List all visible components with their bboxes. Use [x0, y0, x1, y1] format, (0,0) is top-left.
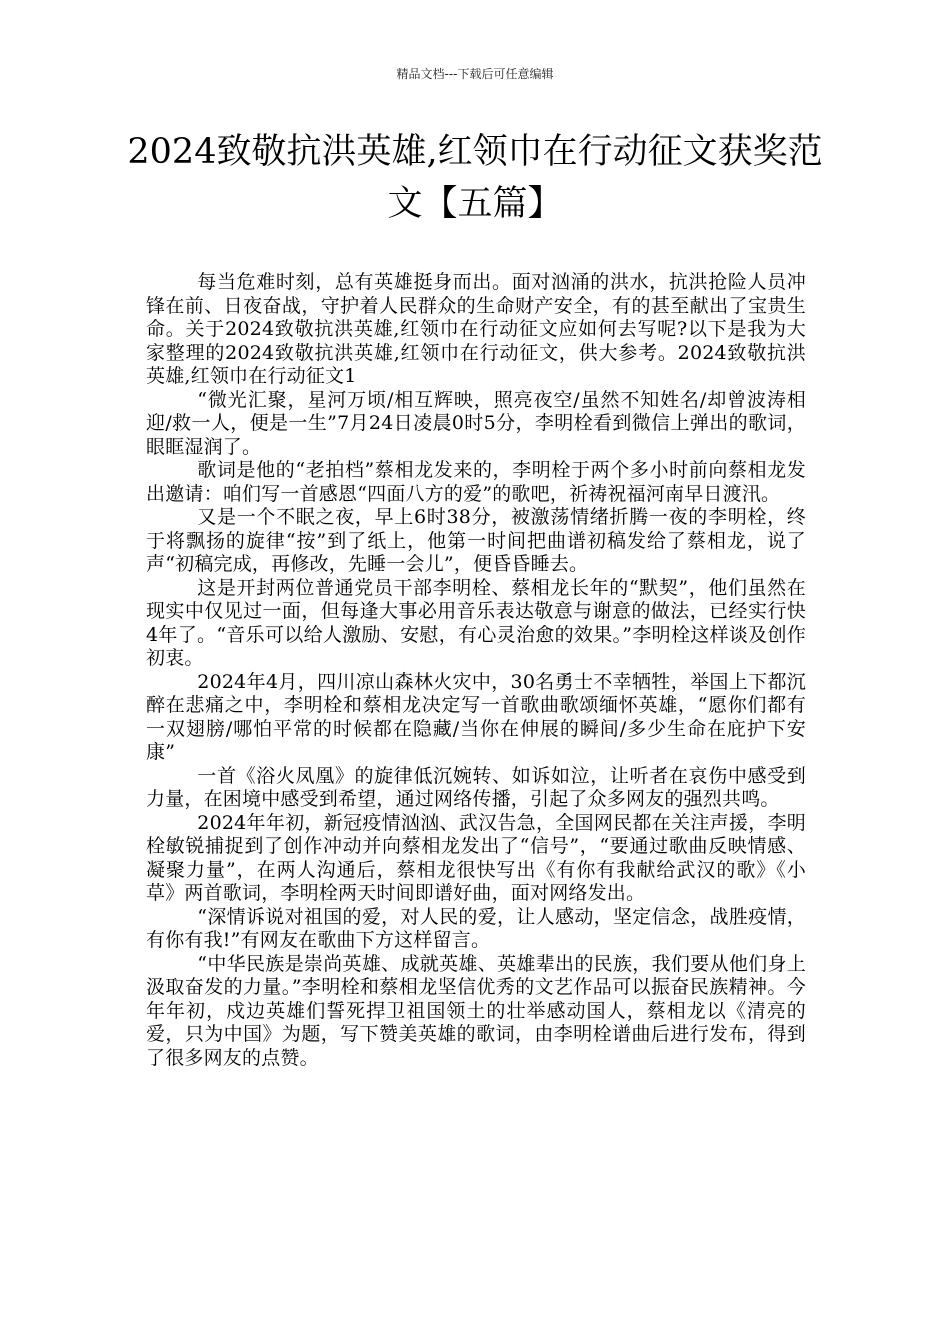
document-body	[146, 271, 806, 1070]
paragraph-8: 2024年年初，新冠疫情汹汹、武汉告急，全国网民都在关注声援，李明栓敏锐捕捉到了创作冲动并向蔡相龙发出了“信号”，“要通过歌曲反映情感、凝聚力量”，在两人沟通后，蔡相龙很快写出《有你有我献给武汉的歌》《小草》两首歌词，李明栓两天时间即谱好曲，面对网络发出。	[146, 811, 806, 904]
paragraph-4: 又是一个不眠之夜，早上6时38分，被激荡情绪折腾一夜的李明栓，终于将飘扬的旋律“按”到了纸上，他第一时间把曲谱初稿发给了蔡相龙，说了声“初稿完成，再修改，先睡一会儿”，便昏昏睡去。	[146, 506, 806, 575]
paragraph-3: 歌词是他的“老拍档”蔡相龙发来的，李明栓于两个多小时前向蔡相龙发出邀请：咱们写一首感恩“四面八方的爱”的歌吧，祈祷祝福河南早日渡汛。	[146, 459, 806, 505]
paragraph-10: “中华民族是崇尚英雄、成就英雄、英雄辈出的民族，我们要从他们身上汲取奋发的力量。”李明栓和蔡相龙坚信优秀的文艺作品可以振奋民族精神。今年年初，戍边英雄们誓死捍卫祖国领土的壮举感动国人，蔡相龙以《清亮的爱，只为中国》为题，写下赞美英雄的歌词，由李明栓谱曲后进行发布，得到了很多网友的点赞。	[146, 952, 806, 1069]
paragraph-9: “深情诉说对祖国的爱，对人民的爱，让人感动，坚定信念，战胜疫情，有你有我!”有网友在歌曲下方这样留言。	[146, 905, 806, 951]
paragraph-7: 一首《浴火凤凰》的旋律低沉婉转、如诉如泣，让听者在哀伤中感受到力量，在困境中感受到希望，通过网络传播，引起了众多网友的强烈共鸣。	[146, 764, 806, 810]
document-title: 2024致敬抗洪英雄,红领巾在行动征文获奖范文【五篇】	[127, 132, 823, 224]
header-note: 精品文档---下载后可任意编辑	[396, 67, 554, 81]
paragraph-6: 2024年4月，四川凉山森林火灾中，30名勇士不幸牺牲，举国上下都沉醉在悲痛之中，李明栓和蔡相龙决定写一首歌曲歌颂缅怀英雄，“愿你们都有一双翅膀/哪怕平常的时候都在隐藏/当你在伸展的瞬间/多少生命在庇护下安康”	[146, 670, 806, 763]
paragraph-5: 这是开封两位普通党员干部李明栓、蔡相龙长年的“默契”，他们虽然在现实中仅见过一面，但每逢大事必用音乐表达敬意与谢意的做法，已经实行快4年了。“音乐可以给人激励、安慰，有心灵治愈的效果。”李明栓这样谈及创作初衷。	[146, 576, 806, 669]
paragraph-1: 每当危难时刻，总有英雄挺身而出。面对汹涌的洪水，抗洪抢险人员冲锋在前、日夜奋战，守护着人民群众的生命财产安全，有的甚至献出了宝贵生命。关于2024致敬抗洪英雄,红领巾在行动征文应如何去写呢?以下是我为大家整理的2024致敬抗洪英雄,红领巾在行动征文，供大参考。2024致敬抗洪英雄,红领巾在行动征文1	[146, 271, 806, 387]
paragraph-2: “微光汇聚，星河万顷/相互辉映，照亮夜空/虽然不知姓名/却曾波涛相迎/救一人，便是一生”7月24日凌晨0时5分，李明栓看到微信上弹出的歌词，眼眶湿润了。	[146, 388, 806, 458]
